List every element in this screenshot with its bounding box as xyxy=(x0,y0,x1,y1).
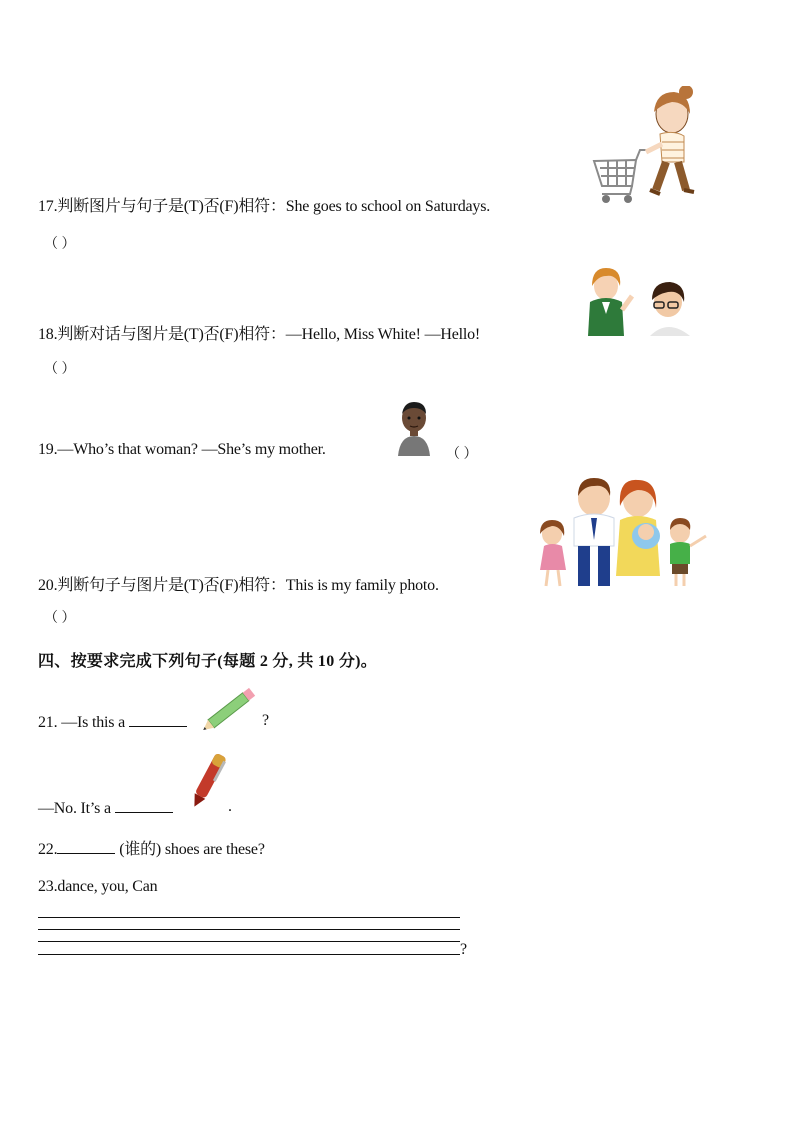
answer-line-4[interactable] xyxy=(38,954,460,955)
question-18-answer-blank[interactable]: （ ） xyxy=(44,362,76,377)
question-19-answer-blank[interactable]: （ ） xyxy=(446,447,478,462)
answer-line-3[interactable] xyxy=(38,941,460,942)
question-21-line-1 xyxy=(38,712,187,732)
pen-image xyxy=(186,748,230,814)
question-18-text: 18.判断对话与图片是(T)否(F)相符：—Hello, Miss White! —Hello! xyxy=(38,326,481,343)
question-21-prompt: 21. —Is this a xyxy=(38,714,125,731)
question-23-text: 23.dance, you, Can xyxy=(38,878,158,895)
answer-line-2[interactable] xyxy=(38,929,460,930)
question-21-blank-1[interactable] xyxy=(129,712,187,727)
question-20-answer-blank[interactable]: （ ） xyxy=(44,611,76,626)
man-portrait-image xyxy=(396,400,432,456)
shopping-cart-woman-image xyxy=(592,86,700,208)
pencil-image xyxy=(200,684,266,732)
question-21-blank-2[interactable] xyxy=(115,798,173,813)
question-23-question-mark: ? xyxy=(460,941,467,958)
question-21-period: . xyxy=(228,798,232,815)
family-photo-image xyxy=(534,476,714,590)
question-22-number: 22. xyxy=(38,841,58,858)
question-21-line-2 xyxy=(38,798,173,818)
question-19-text: 19.—Who’s that woman? —She’s my mother. xyxy=(38,441,326,458)
question-17-answer-blank[interactable]: （ ） xyxy=(44,237,76,252)
question-22 xyxy=(38,836,265,859)
answer-line-1[interactable] xyxy=(38,917,460,918)
question-21-question-mark: ? xyxy=(262,712,269,729)
question-22-blank[interactable] xyxy=(57,839,115,854)
section-4-heading: 四、按要求完成下列句子(每题 2 分, 共 10 分)。 xyxy=(38,653,378,670)
question-21-reply: —No. It’s a xyxy=(38,800,111,817)
teacher-and-boy-image xyxy=(584,266,696,338)
question-17-text: 17.判断图片与句子是(T)否(F)相符：She goes to school on Saturdays. xyxy=(38,198,491,215)
question-22-text: (谁的) shoes are these? xyxy=(115,841,265,858)
question-20-text: 20.判断句子与图片是(T)否(F)相符：This is my family photo. xyxy=(38,577,439,594)
